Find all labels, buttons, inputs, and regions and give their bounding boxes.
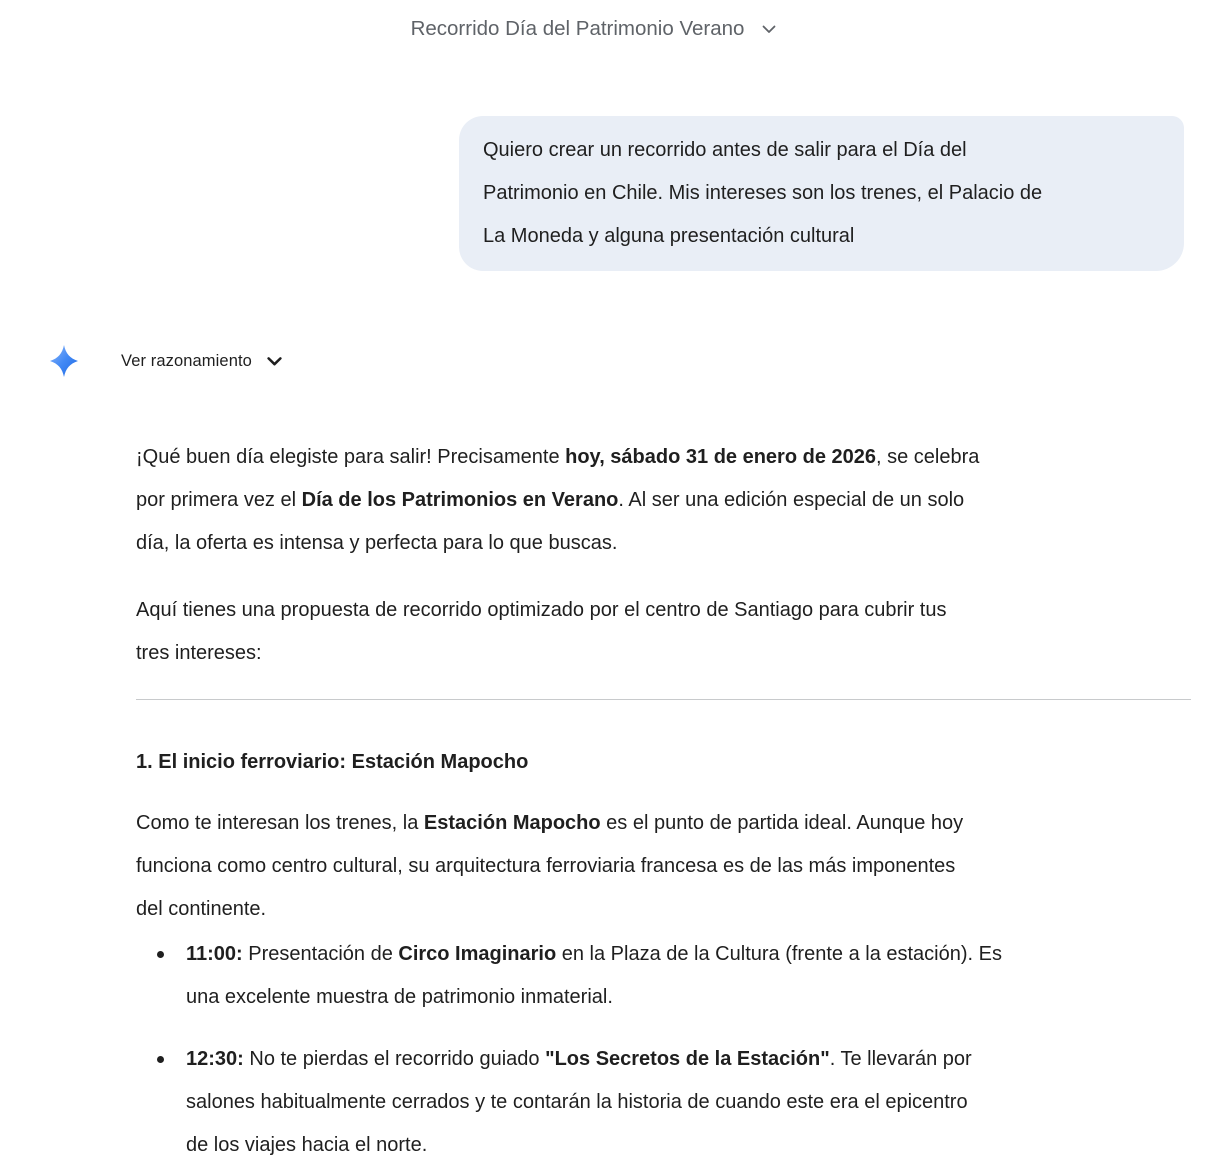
bullet-list [136, 933, 1191, 1167]
text-run-bold: Estación Mapocho [423, 812, 601, 834]
text-run: . Al ser una edición especial de un solo [618, 489, 965, 511]
text-run: de los viajes hacia el norte. [186, 1134, 428, 1156]
text-run-bold: 11:00: [186, 943, 243, 965]
reasoning-toggle-label: Ver razonamiento [121, 351, 252, 370]
section-heading: 1. El inicio ferroviario: Estación Mapocho [136, 751, 529, 773]
response-paragraph [136, 802, 1191, 931]
text-line [136, 845, 1191, 888]
text-run-bold: Circo Imaginario [398, 943, 557, 965]
text-run: Presentación de [242, 943, 399, 965]
user-message-line: La Moneda y alguna presentación cultural [483, 225, 855, 247]
text-run: Como te interesan los trenes, la [136, 812, 424, 834]
text-line [186, 1038, 1191, 1081]
text-run: ¡Qué buen día elegiste para salir! Precisamente [136, 446, 566, 468]
text-run: No te pierdas el recorrido guiado [243, 1048, 546, 1070]
conversation-scroll-area [0, 116, 1227, 1167]
text-run: , se celebra [876, 446, 980, 468]
list-item [186, 1038, 1191, 1167]
user-message-line: Quiero crear un recorrido antes de salir para el Día del [483, 139, 967, 161]
text-run: del continente. [136, 898, 267, 920]
reasoning-toggle[interactable] [48, 345, 282, 377]
section-divider [136, 699, 1191, 700]
text-line [136, 888, 1191, 931]
user-message-row [48, 116, 1191, 271]
text-run-bold: "Los Secretos de la Estación" [545, 1048, 830, 1070]
text-run: día, la oferta es intensa y perfecta para lo que buscas. [136, 532, 618, 554]
gemini-spark-icon [50, 345, 78, 377]
text-line [186, 976, 1191, 1019]
text-line [136, 522, 1191, 565]
conversation-title-dropdown[interactable] [407, 14, 781, 44]
text-run: . Te llevarán por [829, 1048, 972, 1070]
text-line [186, 1081, 1191, 1124]
text-run: por primera vez el [136, 489, 302, 511]
text-run: una excelente muestra de patrimonio inmaterial. [186, 986, 613, 1008]
assistant-response [136, 436, 1191, 1167]
text-line [186, 1124, 1191, 1167]
text-line [136, 589, 1191, 632]
text-run-bold: hoy, sábado 31 de enero de 2026 [565, 446, 876, 468]
text-line [186, 933, 1191, 976]
conversation-header [0, 0, 1227, 44]
text-run: es el punto de partida ideal. Aunque hoy [600, 812, 964, 834]
text-run-bold: 12:30: [186, 1048, 244, 1070]
conversation-title: Recorrido Día del Patrimonio Verano [410, 17, 745, 40]
text-line [136, 479, 1191, 522]
chevron-down-icon [762, 25, 776, 34]
list-item [186, 933, 1191, 1019]
text-run: Aquí tienes una propuesta de recorrido optimizado por el centro de Santiago para cubrir tus [136, 599, 947, 621]
text-run: tres intereses: [136, 642, 262, 664]
text-run: en la Plaza de la Cultura (frente a la estación). Es [556, 943, 1002, 965]
text-run: salones habitualmente cerrados y te contarán la historia de cuando este era el epicentro [186, 1091, 968, 1113]
user-message-bubble [459, 116, 1184, 271]
text-run: funciona como centro cultural, su arquitectura ferroviaria francesa es de las más imponentes [136, 855, 956, 877]
chevron-down-icon[interactable] [267, 357, 282, 366]
response-paragraph [136, 436, 1191, 565]
text-line [136, 802, 1191, 845]
text-run-bold: Día de los Patrimonios en Verano [301, 489, 619, 511]
user-message-line: Patrimonio en Chile. Mis intereses son los trenes, el Palacio de [483, 182, 1043, 204]
response-paragraph [136, 589, 1191, 675]
text-line [136, 436, 1191, 479]
text-line [136, 632, 1191, 675]
